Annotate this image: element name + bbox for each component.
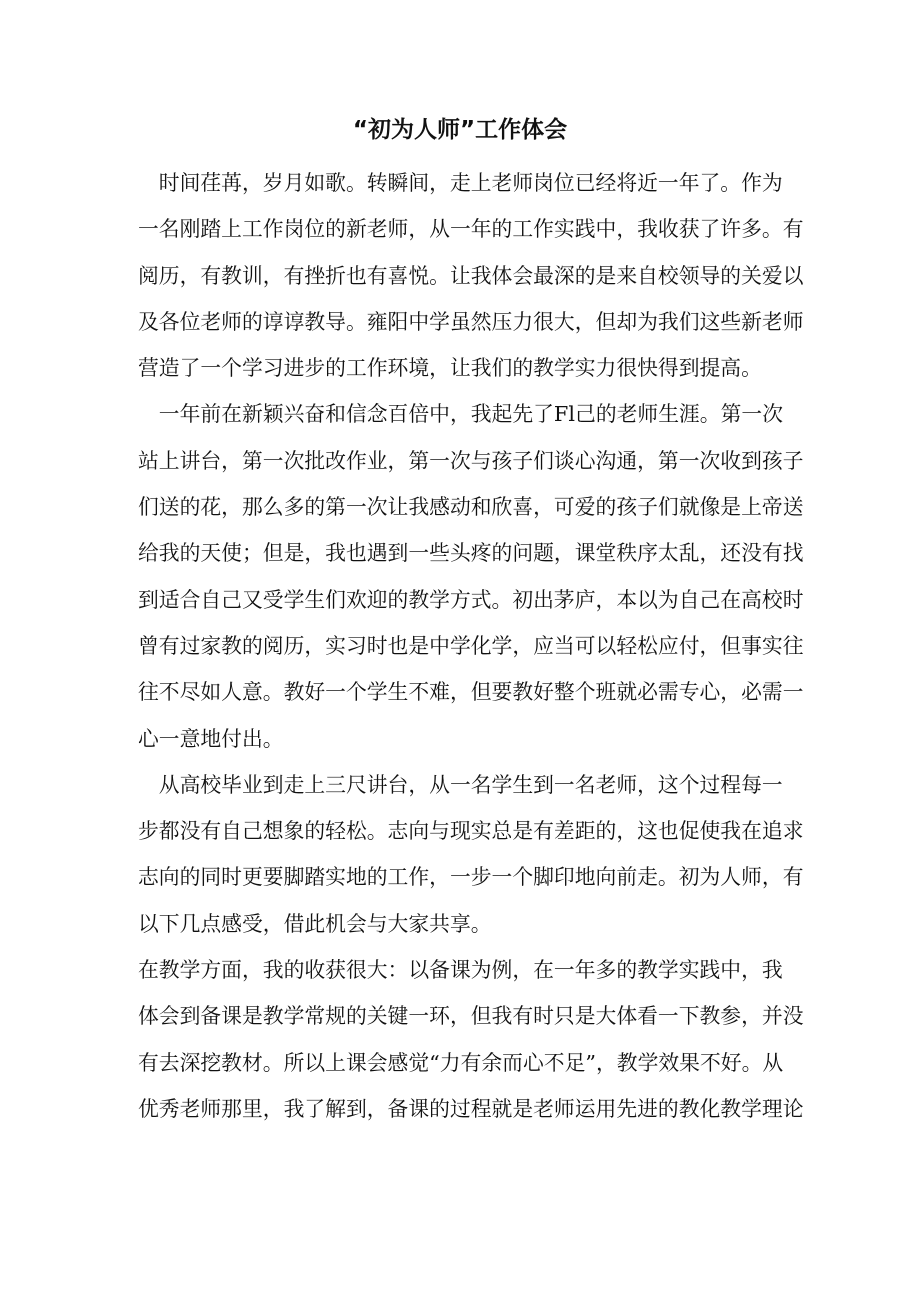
paragraph-3	[138, 762, 804, 947]
page-title: “初为人师”工作体会	[352, 117, 568, 143]
text-line: 有去深挖教材。所以上课会感觉“力有余而心不足”，教学效果不好。从	[138, 1050, 784, 1075]
text-line: 往不尽如人意。教好一个学生不难，但要教好整个班就必需专心，必需一	[138, 680, 804, 705]
text-line: 们送的花，那么多的第一次让我感动和欣喜，可爱的孩子们就像是上帝送	[138, 495, 804, 520]
text-line: 一年前在新颖兴奋和信念百倍中，我起先了Fl己的老师生涯。第一次	[138, 402, 783, 427]
text-line: 到适合自己又受学生们欢迎的教学方式。初出茅庐，本以为自己在高校时	[138, 587, 804, 612]
text-line: 以下几点感受，借此机会与大家共享。	[138, 911, 492, 936]
text-line: 时间荏苒，岁月如歌。转瞬间，走上老师岗位已经将近一年了。作为	[138, 171, 783, 195]
text-line: 步都没有自己想象的轻松。志向与现实总是有差距的，这也促使我在追求	[138, 819, 804, 844]
paragraph-4	[138, 947, 804, 1132]
text-line: 及各位老师的谆谆教导。雍阳中学虽然压力很大，但却为我们这些新老师	[138, 309, 804, 334]
text-line: 营造了一个学习进步的工作环境，让我们的教学实力很快得到提高。	[138, 356, 762, 381]
text-line: 在教学方面，我的收获很大：以备课为例，在一年多的教学实践中，我	[138, 958, 783, 983]
text-line: 体会到备课是教学常规的关键一环，但我有时只是大体看一下教参，并没	[138, 1004, 804, 1029]
text-line: 站上讲台，第一次批改作业，第一次与孩子们谈心沟通，第一次收到孩子	[138, 448, 804, 473]
text-line: 从高校毕业到走上三尺讲台，从一名学生到一名老师，这个过程每一	[138, 772, 783, 797]
text-line: 曾有过家教的阅历，实习时也是中学化学，应当可以轻松应付，但事实往	[138, 633, 804, 658]
document-body	[138, 160, 804, 1132]
text-line: 一名刚踏上工作岗位的新老师，从一年的工作实践中，我收获了许多。有	[138, 217, 804, 242]
text-line: 心一意地付出。	[138, 726, 284, 751]
text-line: 阅历，有教训，有挫折也有喜悦。让我体会最深的是来自校领导的关爱以	[138, 263, 804, 288]
paragraph-1	[138, 160, 804, 391]
text-line: 给我的天使；但是，我也遇到一些头疼的问题，课堂秩序太乱，还没有找	[138, 541, 804, 566]
text-line: 志向的同时更要脚踏实地的工作，一步一个脚印地向前走。初为人师，有	[138, 865, 804, 890]
paragraph-2	[138, 391, 804, 761]
text-line: 优秀老师那里，我了解到，备课的过程就是老师运用先进的教化教学理论	[138, 1096, 804, 1121]
